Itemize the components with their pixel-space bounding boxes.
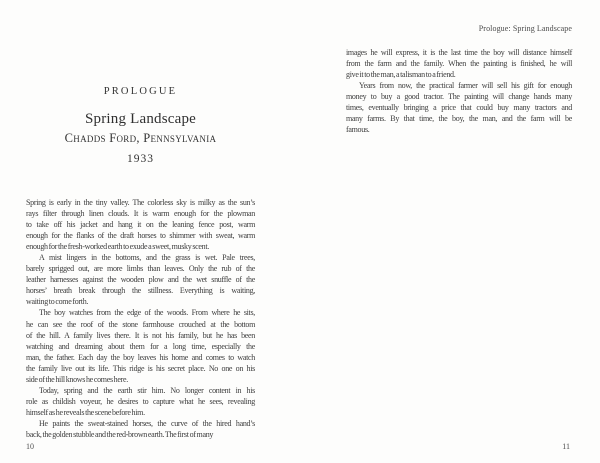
text-line: many farms. By that time, the boy, the man, and the farm will be — [346, 114, 572, 124]
text-line: enough for the flanks of the draft horses to shimmer with sweat, warm — [26, 231, 255, 241]
text-line: barely sprigged out, are more limbs than leaves. Only the rub of the — [26, 264, 255, 274]
text-line: A mist lingers in the bottoms, and the grass is wet. Pale trees, — [39, 253, 255, 263]
text-line: enough for the fresh-worked earth to exude a sweet, musky scent. — [26, 242, 209, 252]
text-line: he can see the roof of the stone farmhouse crouched at the bottom — [26, 319, 255, 329]
page-number-left: 10 — [26, 442, 34, 451]
text-line: himself as he reveals the scene before him. — [26, 407, 145, 417]
text-line: role as childish voyeur, he desires to capture what he sees, revealing — [26, 396, 255, 406]
text-line: Today, spring and the earth stir him. No longer content in his — [39, 385, 255, 395]
text-line: man, the father. Each day the boy leaves his home and comes to watch — [26, 352, 255, 362]
text-line: Years from now, the practical farmer will sell his gift for enough — [359, 81, 572, 91]
text-line: from the farm and the family. When the painting is finished, he will — [346, 59, 572, 69]
text-line: money to buy a good tractor. The painting will change hands many — [346, 92, 572, 102]
text-line: He paints the sweat-stained horses, the curve of the hired hand’s — [39, 418, 255, 428]
left-page-body — [26, 197, 255, 440]
chapter-heading — [26, 86, 255, 165]
page-number-right: 11 — [562, 442, 570, 451]
chapter-year: 1933 — [127, 153, 154, 165]
text-line: of the hill. A family lives there. It is not his family, but he has been — [26, 330, 255, 340]
text-line: horses’ breath break through the stillness. Everything is waiting, — [26, 286, 255, 296]
text-line: to take off his jacket and hang it on the leaning fence post, warm — [26, 220, 255, 230]
text-line: back, the golden stubble and the red-brown earth. The first of many — [26, 429, 214, 439]
text-line: times, eventually bringing a price that could buy many tractors and — [346, 103, 572, 113]
right-page-body — [346, 47, 572, 135]
text-line: famous. — [346, 125, 370, 135]
text-line: leather harnesses against the wooden plow and the wet snuffle of the — [26, 275, 255, 285]
text-line: waiting to come forth. — [26, 297, 89, 307]
chapter-kicker: PROLOGUE — [103, 86, 178, 97]
text-line: images he will express, it is the last time the boy will distance himself — [346, 48, 572, 57]
chapter-subtitle: Chadds Ford, Pennsylvania — [64, 131, 217, 145]
text-line: give it to the man, a talisman to a friend. — [346, 70, 456, 80]
text-line: the family live out its life. This ridge is his secret place. No one on his — [26, 363, 255, 373]
page-left — [26, 0, 255, 463]
text-line: rays filter through linen clouds. It is warm enough for the plowman — [26, 209, 255, 219]
page-right — [346, 0, 572, 463]
running-head: Prologue: Spring Landscape — [478, 24, 572, 33]
text-line: side of the hill knows he comes here. — [26, 374, 128, 384]
text-line: The boy watches from the edge of the woods. From where he sits, — [39, 308, 255, 318]
text-line: Spring is early in the tiny valley. The colorless sky is milky as the sun’s — [26, 198, 255, 207]
text-line: watching and dreaming about them for a long time, especially the — [26, 341, 255, 351]
chapter-title: Spring Landscape — [84, 111, 197, 127]
